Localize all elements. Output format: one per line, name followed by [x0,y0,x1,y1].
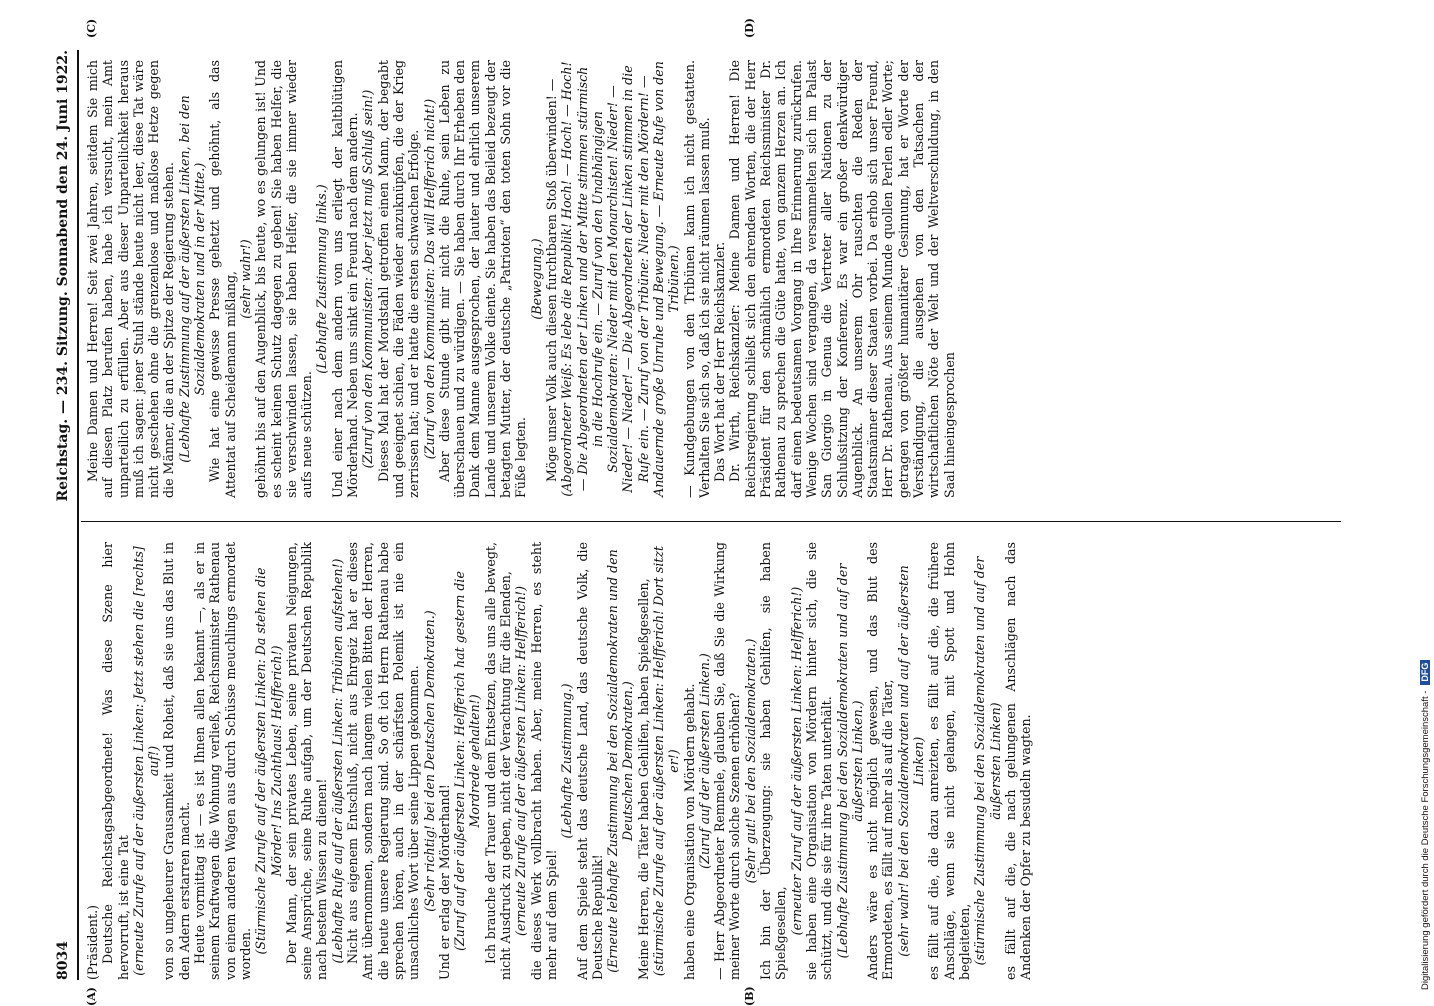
paragraph: Ich brauche der Trauer und dem Entsetzen, das uns alle bewegt, nicht Ausdruck zu geben, nicht der Verachtung für die Elenden, [482,542,514,980]
interjection: (Lebhafte Rufe auf der äußersten Linken: Tribünen aufstehen!) [329,558,345,964]
page-number: 8034 [55,941,71,980]
dfg-logo: DFG [1420,660,1430,685]
interjection: (Zuruf von den Kommunisten: Das will Helfferich nicht!) [421,98,437,460]
interjection: (Zuruf auf der äußersten Linken.) [696,653,712,869]
interjection: (Stürmische Zurufe auf der äußersten Linken: Da stehen die Mörder! Ins Zuchthaus! Helfferich!) [253,567,284,955]
interjection: (erneute Zurufe auf der äußersten Linken: Helfferich!) [513,585,529,937]
interjection: (Lebhafte Zustimmung bei den Sozialdemokraten und auf der äußersten Linken.) [834,563,865,959]
paragraph: Möge unser Volk auch diesen furchtbaren Stoß überwinden! — [543,78,559,482]
paragraph: Und einer nach dem andern von uns erliegt der kaltblütigen Mörderhand. Neben uns sinkt ein Freund nach dem andern. [329,60,361,498]
interjection: (Erneute lebhafte Zustimmung bei den Sozialdemokraten und den Deutschen Demokraten.) [605,549,636,973]
interjection: (Lebhafte Zustimmung.) [559,683,575,839]
paragraph: — Herr Abgeordneter Remmele, glauben Sie, daß Sie die Wirkung meiner Worte durch solche Szenen erhöhen? [712,542,743,980]
paragraph: Auf dem Spiele steht das deutsche Land, das deutsche Volk, die Deutsche Republik! [574,542,605,980]
interjection: (Zuruf von den Kommunisten: Aber jetzt muß Schluß sein!) [360,89,376,469]
interjection: (Sehr gut! bei den Sozialdemokraten.) [742,638,758,884]
paragraph: sie haben eine Organisation von Mördern hinter sich, die sie schützt, und die sie für ihre Taten unterhält. [803,542,835,980]
paragraph: Wie hat eine gewisse Presse gehetzt und gehöhnt, als das Attentat auf Scheidemann mißlang, [207,60,238,498]
column-divider [81,521,1341,522]
paragraph: Meine Damen und Herren! Seit zwei Jahren, seitdem Sie mich auf diesen Platz berufen haben, habe ich versucht, mein Amt unparteilich zu erfüllen. Aber aus dieser Unparteilichkeit heraus muß ich sagen: jener Stuhl stände heute nicht leer, diese Tat wäre nicht geschehen ohne die grenzenlose und maßlose Hetze gegen die Männer, die an der Spitze der Regierung stehen. [85,60,177,498]
sidebar-text: Digitalisierung gefördert durch die Deutsche Forschungsgemeinschaft - [1419,690,1431,990]
left-column [85,542,1355,980]
paragraph: Aber diese Stunde gibt mir nicht die Ruhe, sein Leben zu überschauen und zu würdigen. — Sie haben durch Ihr Erheben den Dank dem Manne ausgesprochen, der lauter und ehrlich unserem Lande und unserem Volke diente. Sie haben das Beileid bezeugt der betagten Mutter, der deutsche „Patrioten“ den toten Sohn vor die Füße legten. [436,60,529,498]
paragraph: Anders wäre es nicht möglich gewesen, und das Blut des Ermordeten, es fällt auf mehr als auf die Täter, [865,542,896,980]
paragraph: Ich bin der Überzeugung: sie haben Gehilfen, sie haben Spießgesellen, [758,542,789,980]
paragraph: Dr. Wirth, Reichskanzler: Meine Damen und Herren! Die Reichsregierung schließt sich den ehrenden Worten, die der Herr Präsident für den schmählich ermordeten Reichsminister Dr. Rathenau zu sprechen die Güte hatte, von ganzem Herzen an. Ich darf einen bedeutsamen Vorgang in Ihre Erinnerung zurückrufen. Wenige Wochen sind vergangen, da versammelten sich im Palast San Giorgio in Genua die Vertreter aller Nationen zu der Schlußsitzung der Konferenz. Es war ein großer denkwürdiger Augenblick. An unserem Ohr rauschten die Reden der Staatsmänner dieser Staaten vorbei. Da erhob sich unser Freund, Herr Dr. Rathenau. Aus seinem Munde quollen Perlen edler Worte; getragen von größter humanitärer Gesinnung, hat er Worte der Verständigung, die ausgehen von den Tatsachen der wirtschaftlichen Nöte der Welt und der Weltverschuldung, in den Saal hineingesprochen [727,60,957,498]
paragraph: haben eine Organisation von Mördern gehabt. [681,683,697,980]
interjection: (sehr wahr! bei den Sozialdemokraten und auf der äußersten Linken) [895,565,927,957]
page-header [55,50,75,980]
paragraph: es fällt auf die, die dazu anreizten, es fällt auf die, die frühere Anschläge, wenn sie nicht gelangen, mit Spott und Hohn begleiteten, [926,542,972,980]
interjection: (Zuruf auf der äußersten Linken: Helfferich hat gestern die Mordrede gehalten!) [452,571,483,951]
margin-mark-d: (D) [743,18,756,38]
paragraph: — Kundgebungen von den Tribünen kann ich nicht gestatten. Verhalten Sie sich so, daß ich sie nicht räumen lassen muß. [681,60,712,498]
interjection: (stürmische Zustimmung bei den Sozialdemokraten und auf der äußersten Linken) [972,556,1003,966]
interjection: (sehr wahr!) [237,239,253,319]
right-column [85,60,1355,498]
rotated-page [55,18,1375,1006]
margin-mark-b: (B) [743,986,756,1006]
paragraph: von so ungeheurer Grausamkeit und Roheit, daß sie uns das Blut in den Adern erstarren macht. [161,542,192,980]
paragraph: Das Wort hat der Herr Reichskanzler. [712,241,728,482]
paragraph: Deutsche Reichstagsabgeordnete! Was diese Szene hier hervorruft, ist eine Tat [100,542,131,980]
paragraph: Und er erlag der Mörderhand! [436,784,452,980]
interjection: (Sehr richtig! bei den Deutschen Demokraten.) [421,610,437,912]
interjection: (erneuter Zuruf auf der äußersten Linken: Helfferich!) [788,586,804,936]
margin-mark-a: (A) [85,987,98,1006]
paragraph: gehöhnt bis auf den Augenblick, bis heute, wo es gelungen ist! Und es scheint keinen Schutz dagegen zu geben! Sie haben Helfer, die sie verschwinden lassen, sie haben Helfer, die sie immer wieder aufs neue schützen. [253,60,315,498]
paragraph: Der Mann, der sein privates Leben, seine privaten Neigungen, seine Ansprüche, seine Ruhe aufgab, um der Deutschen Republik nach bestem Wissen zu dienen! [283,542,330,980]
paragraph: es fällt auf die, die nach gelungenen Anschlägen nach das Andenken der Opfer zu besudeln wagten. [1002,542,1034,980]
header-rule [77,50,79,980]
paragraph: Dieses Mal hat der Mordstahl getroffen einen Mann, der begabt und geeignet schien, die Fäden wieder anzuknüpfen, die der Krieg zerrissen hat; und er hatte die ersten schwachen Erfolge. [375,60,422,498]
interjection: (Lebhafte Zustimmung auf der äußersten Linken, bei den Sozialdemokraten und in der Mitte.) [176,95,208,463]
page-title: Reichstag. — 234. Sitzung. Sonnabend den 24. Juni 1922. [55,50,71,502]
interjection: (Lebhafte Zustimmung links.) [314,184,330,374]
paragraph: Nicht aus eigenem Entschluß, nicht aus Ehrgeiz hat er dieses Amt übernommen, sondern nach langem vielen Bitten der Herren, die heute unsere Regierung sind. So oft ich Herrn Rathenau habe sprechen hören, auch in der schärfsten Polemik ist nie ein unsachliches Wort über seine Lippen gekommen. [345,542,422,980]
margin-mark-c: (C) [85,18,98,38]
interjection: (stürmische Zurufe auf der äußersten Linken: Helfferich! Dort sitzt er!) [650,545,682,977]
interjection: (Bewegung.) [528,238,544,320]
interjection: (Abgeordneter Weiß: Es lebe die Republik! Hoch! — Hoch! — Hoch! — Die Abgeordneten der Linken und der Mitte stimmen stürmisch in die Hochrufe ein. — Zuruf von den Unabhängigen Sozialdemokraten: Nieder mit den Monarchisten! Nieder! — Nieder! — Nieder! — Die Abgeordneten der Linken stimmen in die Rufe ein. — Zuruf von der Tribüne: Nieder mit den Mördern! — Andauernde große Unruhe und Bewegung. — Erneute Rufe von den Tribünen.) [559,61,682,497]
interjection: (erneute Zurufe auf der äußersten Linken: Jetzt stehen die [rechts] auf!) [130,546,162,976]
paragraph: (Präsident.) [85,904,100,980]
paragraph: die dieses Werk vollbracht haben. Aber, meine Herren, es steht mehr auf dem Spiel! [528,542,559,980]
paragraph: Meine Herren, die Täter haben Gehilfen, haben Spießgesellen, [635,578,651,980]
digitization-sidebar [1418,10,1432,990]
paragraph: Heute vormittag ist — es ist Ihnen allen bekannt —, als er in seinem Kraftwagen die Wohnung verließ, Reichsminister Rathenau von einem anderen Wagen aus durch Schüsse meuchlings ermordet worden. [192,542,253,980]
